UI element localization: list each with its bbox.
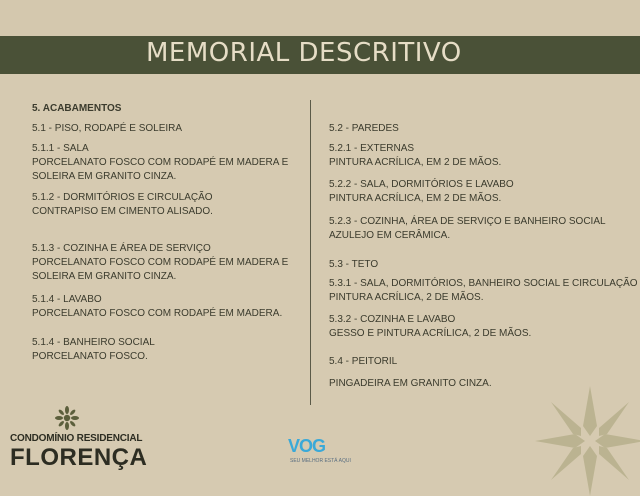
item-heading: 5.1.4 - LAVABO bbox=[32, 294, 102, 305]
column-divider bbox=[310, 100, 311, 405]
item-heading: 5.3.1 - SALA, DORMITÓRIOS, BANHEIRO SOCIAL E CIRCULAÇÃO bbox=[329, 278, 638, 289]
item-heading: 5.1.3 - COZINHA E ÁREA DE SERVIÇO bbox=[32, 243, 211, 254]
vog-logo bbox=[288, 436, 354, 472]
item-heading: 5.1.2 - DORMITÓRIOS E CIRCULAÇÃO bbox=[32, 192, 213, 203]
item-text: CONTRAPISO EM CIMENTO ALISADO. bbox=[32, 206, 213, 217]
item-text: SOLEIRA EM GRANITO CINZA. bbox=[32, 271, 177, 282]
flower-emblem-icon bbox=[55, 406, 79, 430]
condominio-logo bbox=[10, 406, 148, 474]
item-text: PINTURA ACRÍLICA, 2 DE MÃOS. bbox=[329, 292, 484, 303]
item-text: AZULEJO EM CERÂMICA. bbox=[329, 230, 451, 241]
vog-wordmark: VOG bbox=[288, 436, 326, 456]
item-heading: 5.2.1 - EXTERNAS bbox=[329, 143, 415, 154]
item-heading: 5.2 - PAREDES bbox=[329, 123, 399, 134]
page-title: MEMORIAL DESCRITIVO bbox=[146, 38, 462, 68]
item-heading: 5.2.2 - SALA, DORMITÓRIOS E LAVABO bbox=[329, 179, 514, 190]
item-text: PORCELANATO FOSCO. bbox=[32, 351, 148, 362]
section-title: 5. ACABAMENTOS bbox=[32, 103, 122, 114]
item-text: PORCELANATO FOSCO COM RODAPÉ EM MADERA E bbox=[32, 157, 289, 168]
item-heading: 5.1.4 - BANHEIRO SOCIAL bbox=[32, 337, 155, 348]
item-text: PINGADEIRA EM GRANITO CINZA. bbox=[329, 378, 492, 389]
title-banner bbox=[0, 36, 640, 74]
item-text: PINTURA ACRÍLICA, EM 2 DE MÃOS. bbox=[329, 193, 502, 204]
item-heading: 5.3.2 - COZINHA E LAVABO bbox=[329, 314, 456, 325]
brand-line-2: FLORENÇA bbox=[10, 444, 148, 471]
item-heading: 5.1.1 - SALA bbox=[32, 143, 89, 154]
top-strip bbox=[0, 0, 640, 36]
item-heading: 5.4 - PEITORIL bbox=[329, 356, 398, 367]
item-text: PINTURA ACRÍLICA, EM 2 DE MÃOS. bbox=[329, 157, 502, 168]
brand-line-1: CONDOMÍNIO RESIDENCIAL bbox=[10, 433, 143, 444]
item-text: GESSO E PINTURA ACRÍLICA, 2 DE MÃOS. bbox=[329, 328, 532, 339]
item-text: PORCELANATO FOSCO COM RODAPÉ EM MADERA. bbox=[32, 308, 283, 319]
item-heading: 5.2.3 - COZINHA, ÁREA DE SERVIÇO E BANHEIRO SOCIAL bbox=[329, 216, 606, 227]
item-text: SOLEIRA EM GRANITO CINZA. bbox=[32, 171, 177, 182]
item-heading: 5.3 - TETO bbox=[329, 259, 379, 270]
item-text: PORCELANATO FOSCO COM RODAPÉ EM MADERA E bbox=[32, 257, 289, 268]
vog-tagline: SEU MELHOR ESTÁ AQUI bbox=[290, 458, 351, 464]
item-heading: 5.1 - PISO, RODAPÉ E SOLEIRA bbox=[32, 123, 183, 134]
